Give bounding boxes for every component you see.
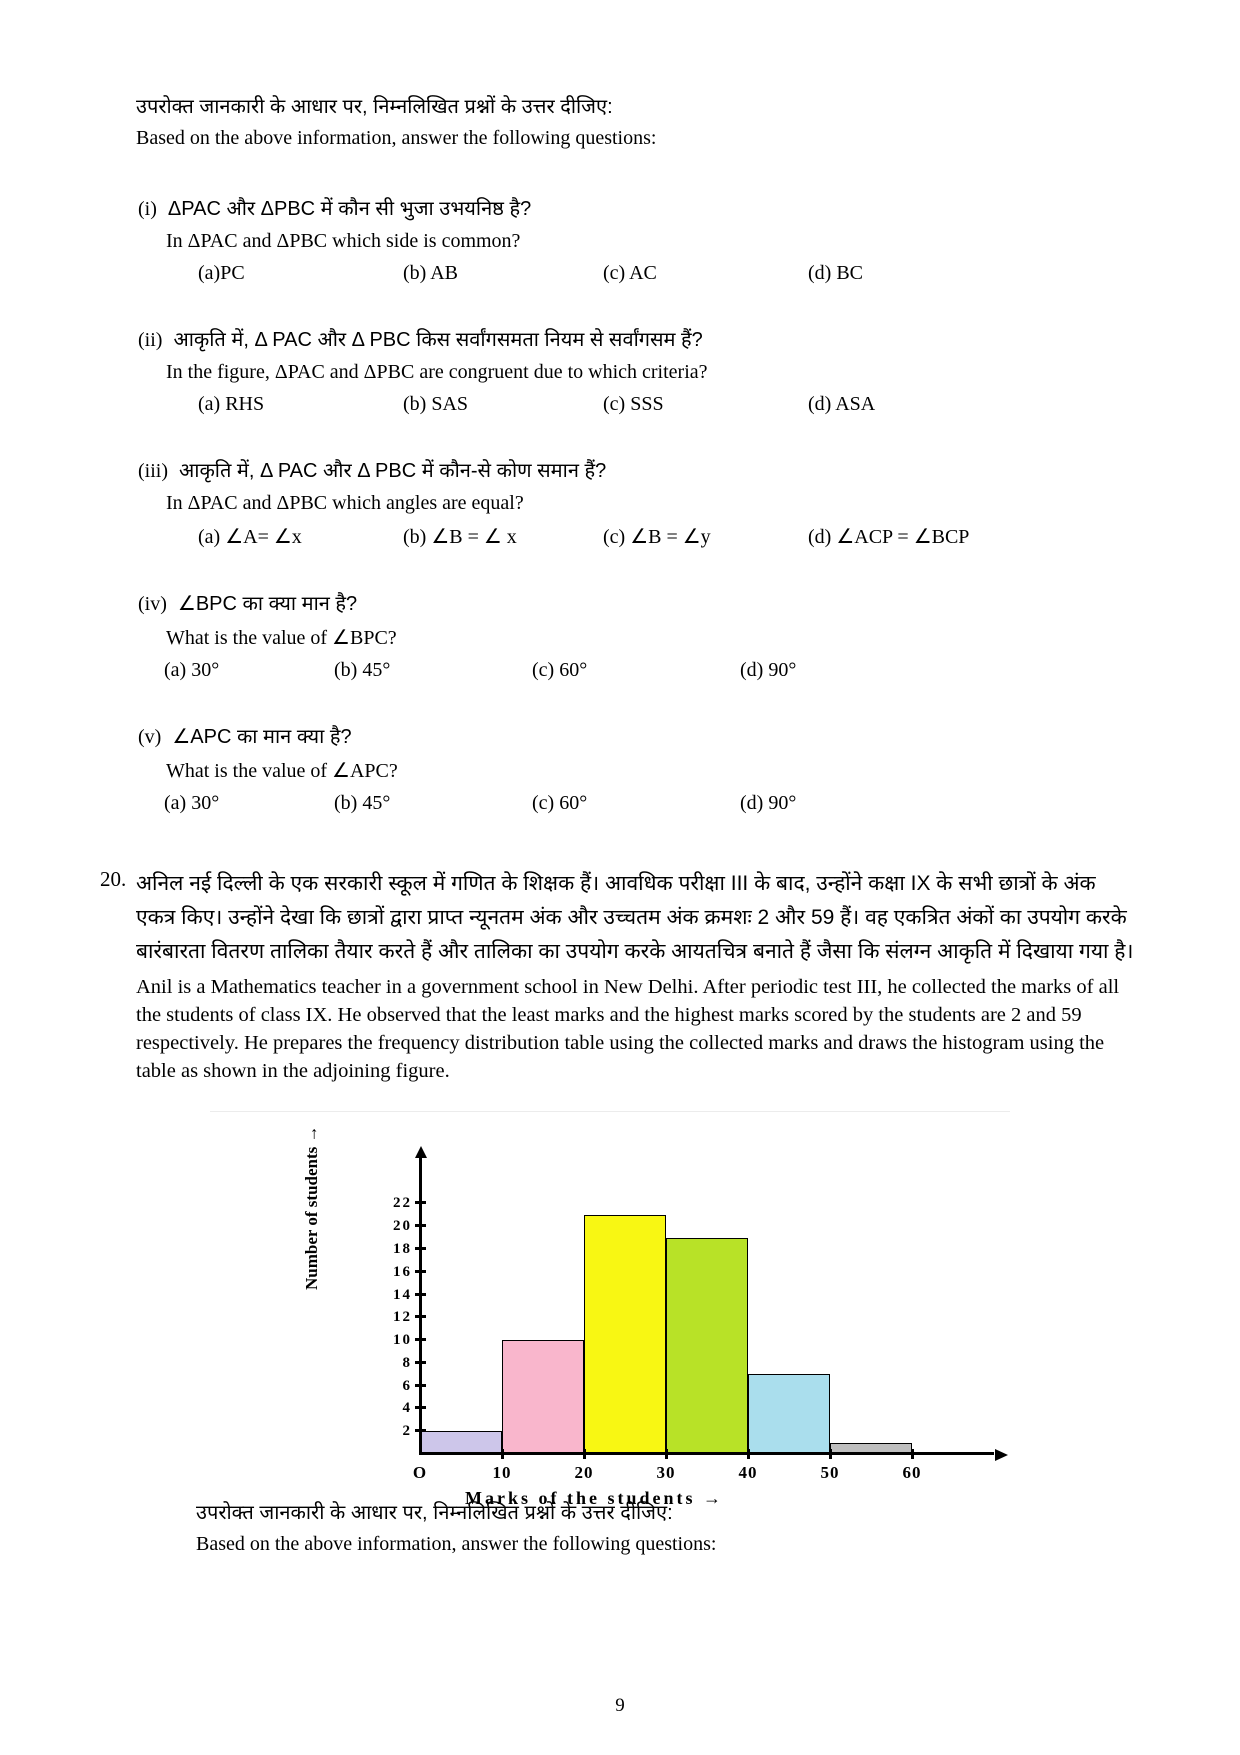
- plot-area: [393, 1192, 990, 1482]
- question-ii: [100, 325, 1140, 416]
- y-tick-label: 20: [393, 1218, 412, 1235]
- x-tick-label: 20: [574, 1463, 594, 1482]
- question-i: [100, 194, 1140, 285]
- histogram-chart: [302, 1125, 950, 1508]
- x-tick-label: O: [412, 1463, 428, 1482]
- option-b: (b) SAS: [403, 393, 469, 415]
- question-iii-label: (iii): [138, 460, 168, 482]
- x-axis-label: [465, 1488, 724, 1509]
- question-20-body: [136, 867, 1140, 1085]
- question-20-number: 20.: [100, 867, 127, 891]
- option-a: (a) 30°: [164, 792, 220, 814]
- outro-text-english: Based on the above information, answer the following questions:: [196, 1533, 717, 1555]
- option-d: (d) ASA: [808, 393, 876, 415]
- y-axis-arrow-icon: →: [302, 1125, 321, 1143]
- question-v-line: [100, 722, 1140, 749]
- question-20: [100, 867, 1140, 1085]
- question-iv-label: (iv): [138, 593, 167, 615]
- question-i-hindi: ΔPAC और ΔPBC में कौन सी भुजा उभयनिष्ठ है?: [167, 198, 532, 220]
- option-b: (b) ∠B = ∠ x: [403, 526, 517, 548]
- question-i-options: [100, 262, 1140, 285]
- y-tick: [415, 1293, 426, 1296]
- x-axis-arrowhead-icon: [995, 1449, 1008, 1461]
- y-axis-label: [302, 1125, 322, 1290]
- y-axis-label-text: Number of students: [302, 1146, 321, 1290]
- y-tick-label: 4: [402, 1400, 412, 1417]
- question-ii-line: [100, 325, 1140, 352]
- question-i-english: In ΔPAC and ΔPBC which side is common?: [166, 230, 521, 252]
- y-tick-label: 2: [402, 1423, 412, 1440]
- option-d: (d) BC: [808, 262, 863, 284]
- question-v-label: (v): [138, 726, 162, 748]
- intro-text-english: Based on the above information, answer the following questions:: [136, 127, 657, 149]
- x-tick: [747, 1449, 750, 1459]
- option-b: (b) 45°: [334, 792, 391, 814]
- y-tick: [415, 1224, 426, 1227]
- question-iii-english: In ΔPAC and ΔPBC which angles are equal?: [166, 492, 524, 514]
- y-tick: [415, 1201, 426, 1204]
- y-tick: [415, 1361, 426, 1364]
- y-tick-label: 10: [393, 1332, 412, 1349]
- y-tick: [415, 1338, 426, 1341]
- question-ii-english: In the figure, ΔPAC and ΔPBC are congruent due to which criteria?: [166, 361, 708, 383]
- question-i-line: [100, 194, 1140, 221]
- option-c: (c) 60°: [532, 792, 588, 814]
- option-d: (d) 90°: [740, 792, 797, 814]
- question-iv-options: [100, 659, 1140, 682]
- question-iv: [100, 589, 1140, 682]
- option-b: (b) AB: [403, 262, 458, 284]
- y-tick-label: 12: [393, 1309, 412, 1326]
- question-20-english: Anil is a Mathematics teacher in a government school in New Delhi. After periodic test III, he collected the marks of all the students of class IX. He observed that the least marks and the highest marks scored by the students are 2 and 59 respectively. He prepares the frequency distribution table using the collected marks and draws the histogram using the table as shown in the adjoining figure.: [136, 976, 1120, 1082]
- x-tick-label: 30: [656, 1463, 676, 1482]
- x-tick-label: 40: [738, 1463, 758, 1482]
- question-iv-hindi: ∠BPC का क्या मान है?: [177, 593, 358, 615]
- intro-text-hindi: उपरोक्त जानकारी के आधार पर, निम्नलिखित प्रश्नों के उत्तर दीजिए:: [136, 96, 613, 118]
- option-c: (c) ∠B = ∠y: [603, 526, 711, 548]
- histogram-bar-40-50: [748, 1374, 830, 1454]
- histogram-bar-10-20: [502, 1340, 584, 1454]
- question-v-hindi: ∠APC का मान क्या है?: [172, 726, 352, 748]
- x-tick: [829, 1449, 832, 1459]
- y-tick: [415, 1270, 426, 1273]
- x-tick: [665, 1449, 668, 1459]
- option-c: (c) SSS: [603, 393, 664, 415]
- option-a: (a) 30°: [164, 659, 220, 681]
- outro-text-hindi: उपरोक्त जानकारी के आधार पर, निम्नलिखित प्रश्नों के उत्तर दीजिए:: [196, 1502, 673, 1524]
- question-20-hindi: अनिल नई दिल्ली के एक सरकारी स्कूल में गणित के शिक्षक हैं। आवधिक परीक्षा III के बाद, उन्होंने कक्षा IX के सभी छात्रों के अंक एकत्र किए। उन्होंने देखा कि छात्रों द्वारा प्राप्त न्यूनतम अंक और उच्चतम अंक क्रमशः 2 और 59 हैं। वह एकत्रित अंकों का उपयोग करके बारंबारता वितरण तालिका तैयार करते हैं और तालिका का उपयोग करके आयतचित्र बनाते हैं जैसा कि संलग्न आकृति में दिखाया गया है।: [136, 872, 1134, 963]
- x-tick-label: 10: [492, 1463, 512, 1482]
- question-v-english: What is the value of ∠APC?: [166, 760, 398, 782]
- question-iii-line: [100, 456, 1140, 483]
- option-d: (d) 90°: [740, 659, 797, 681]
- x-tick-label: 50: [820, 1463, 840, 1482]
- histogram-figure: [210, 1111, 1010, 1508]
- question-iv-line: [100, 589, 1140, 616]
- option-c: (c) 60°: [532, 659, 588, 681]
- histogram-bar-20-30: [584, 1215, 666, 1454]
- question-iii-options: [100, 524, 1140, 549]
- y-tick: [415, 1315, 426, 1318]
- histogram-bar-0-10: [420, 1431, 502, 1454]
- question-iv-english: What is the value of ∠BPC?: [166, 627, 397, 649]
- x-axis-line: [419, 1452, 994, 1455]
- histogram-bar-30-40: [666, 1238, 748, 1454]
- y-axis-arrowhead-icon: [415, 1146, 427, 1158]
- question-v-options: [100, 792, 1140, 815]
- y-tick: [415, 1247, 426, 1250]
- x-tick: [501, 1449, 504, 1459]
- x-axis-label-text: Marks of the students: [465, 1488, 696, 1508]
- question-iii-hindi: आकृति में, Δ PAC और Δ PBC में कौन-से कोण समान हैं?: [179, 460, 607, 482]
- question-ii-options: [100, 393, 1140, 416]
- option-c: (c) AC: [603, 262, 657, 284]
- question-ii-hindi: आकृति में, Δ PAC और Δ PBC किस सर्वांगसमता नियम से सर्वांगसम हैं?: [173, 329, 703, 351]
- question-ii-label: (ii): [138, 329, 163, 351]
- y-tick-label: 16: [393, 1263, 412, 1280]
- option-b: (b) 45°: [334, 659, 391, 681]
- x-tick-label: 60: [902, 1463, 922, 1482]
- y-tick-label: 22: [393, 1195, 412, 1212]
- y-tick-label: 8: [402, 1354, 412, 1371]
- x-axis-arrow-icon: →: [703, 1488, 725, 1508]
- y-tick: [415, 1406, 426, 1409]
- option-a: (a) ∠A= ∠x: [198, 526, 302, 548]
- y-tick-label: 6: [402, 1377, 412, 1394]
- option-a: (a)PC: [198, 262, 245, 284]
- y-tick-label: 14: [393, 1286, 412, 1303]
- x-tick: [911, 1449, 914, 1459]
- y-tick: [415, 1384, 426, 1387]
- question-iii: [100, 456, 1140, 549]
- question-v: [100, 722, 1140, 815]
- question-i-label: (i): [138, 198, 157, 220]
- y-tick: [415, 1429, 426, 1432]
- x-tick: [583, 1449, 586, 1459]
- intro-block: [100, 92, 1140, 150]
- option-d: (d) ∠ACP = ∠BCP: [808, 526, 970, 548]
- option-a: (a) RHS: [198, 393, 265, 415]
- page-number: 9: [615, 1695, 625, 1716]
- y-tick-label: 18: [393, 1240, 412, 1257]
